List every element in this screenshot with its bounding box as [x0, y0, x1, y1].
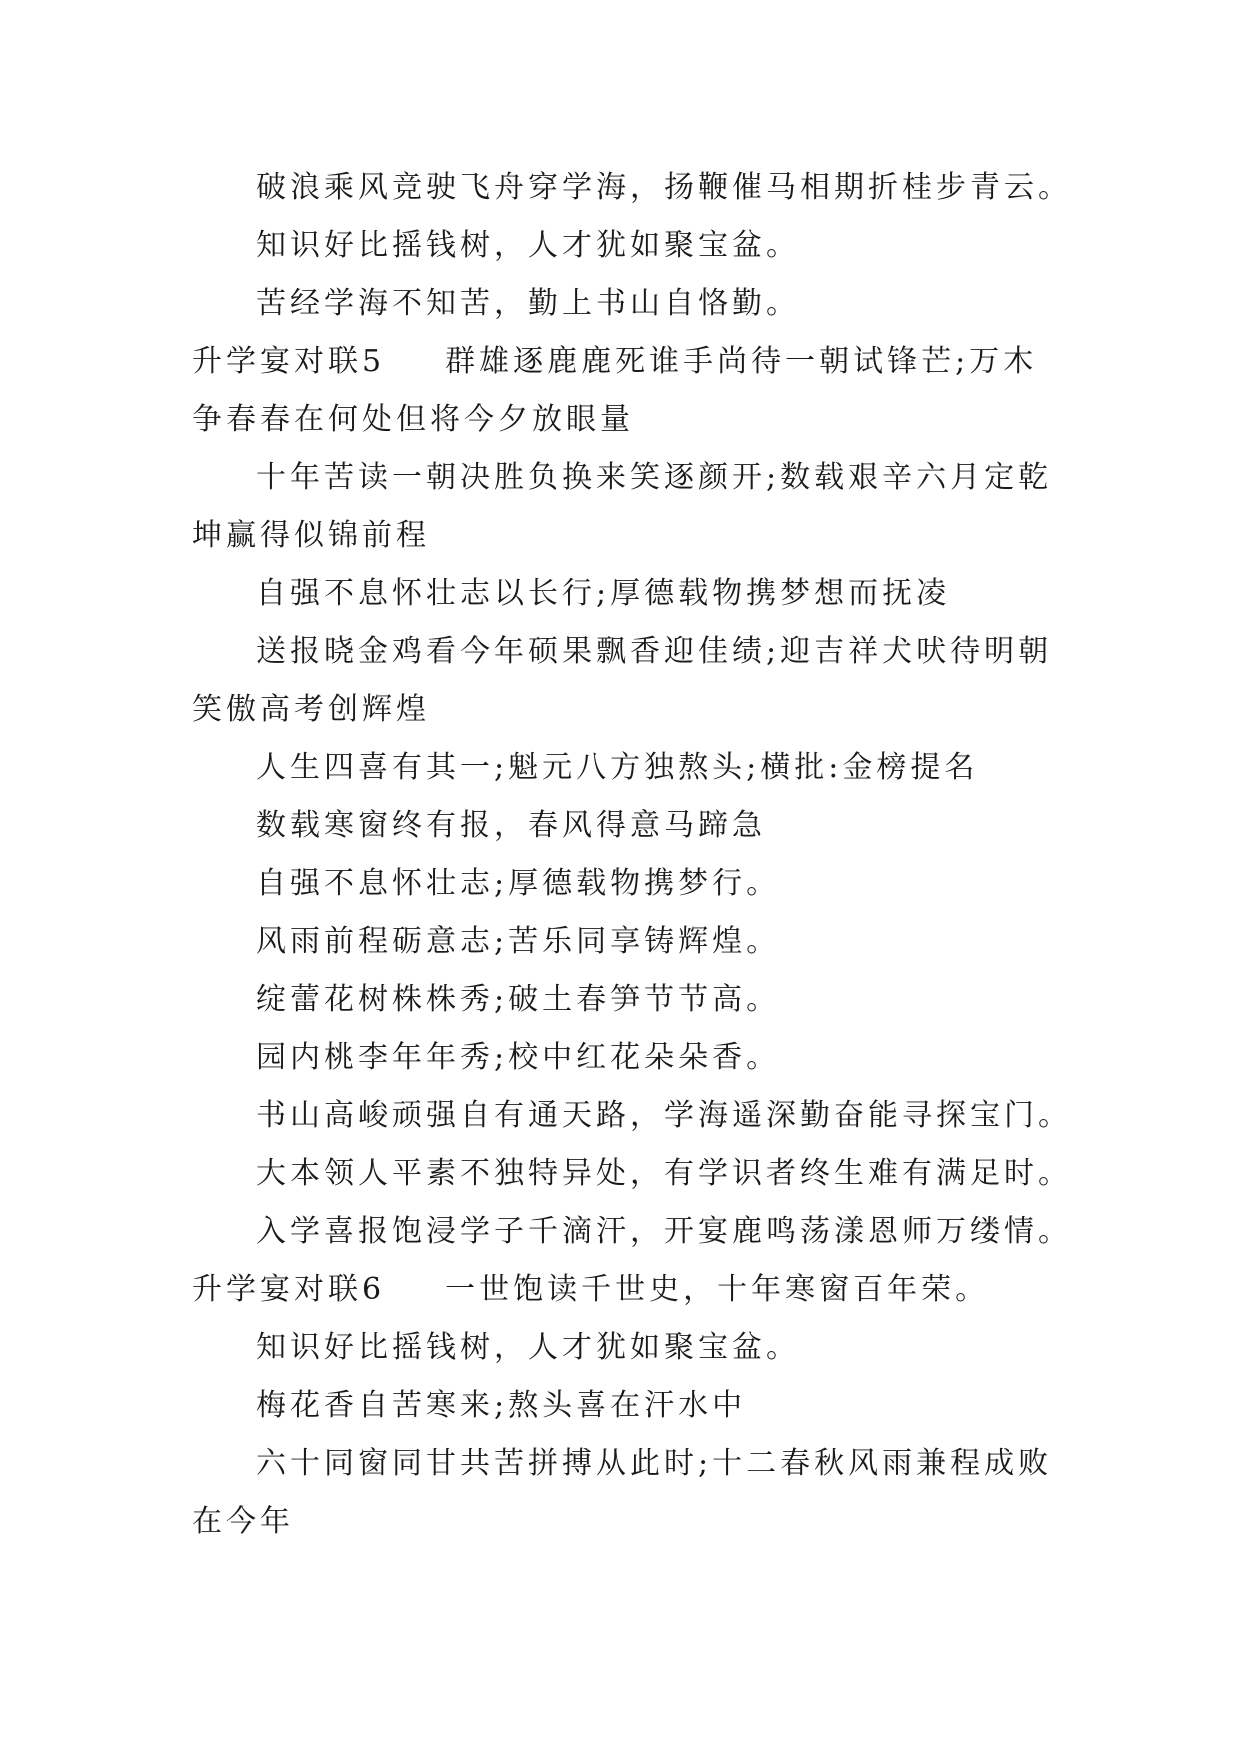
couplet-line: 入学喜报饱浸学子千滴汗，开宴鹿鸣荡漾恩师万缕情。 [256, 1214, 1072, 1249]
couplet-line: 苦经学海不知苦，勤上书山自恪勤。 [256, 286, 800, 321]
couplet-line: 梅花香自苦寒来;熬头喜在汗水中 [256, 1388, 747, 1423]
couplet-line: 大本领人平素不独特异处，有学识者终生难有满足时。 [256, 1156, 1072, 1191]
couplet-line: 一世饱读千世史，十年寒窗百年荣。 [445, 1272, 990, 1307]
couplet-line: 园内桃李年年秀;校中红花朵朵香。 [256, 1040, 781, 1075]
section-5-paragraph [192, 333, 1062, 449]
couplet-line: 六十同窗同甘共苦拼搏从此时;十二春秋风雨兼程成败在今年 [192, 1446, 1053, 1539]
couplet-line: 风雨前程砺意志;苦乐同享铸辉煌。 [256, 924, 781, 959]
couplet-line: 自强不息怀壮志;厚德载物携梦行。 [256, 866, 781, 901]
couplet-line: 人生四喜有其一;魁元八方独熬头;横批:金榜提名 [256, 750, 979, 785]
couplet-line: 书山高峻顽强自有通天路，学海遥深勤奋能寻探宝门。 [256, 1098, 1072, 1133]
section-5-heading: 升学宴对联5 [192, 344, 386, 379]
couplet-line: 数载寒窗终有报，春风得意马蹄急 [256, 808, 766, 843]
couplet-line: 知识好比摇钱树，人才犹如聚宝盆。 [256, 1330, 800, 1365]
section-6-heading: 升学宴对联6 [192, 1272, 386, 1307]
couplet-line: 十年苦读一朝决胜负换来笑逐颜开;数载艰辛六月定乾坤赢得似锦前程 [192, 460, 1053, 553]
couplet-line: 送报晓金鸡看今年硕果飘香迎佳绩;迎吉祥犬吠待明朝笑傲高考创辉煌 [192, 634, 1053, 727]
section-6-paragraph [192, 1261, 1062, 1319]
couplet-line: 群雄逐鹿鹿死谁手尚待一朝试锋芒;万木争春春在何处但将今夕放眼量 [192, 344, 1038, 437]
couplet-line: 知识好比摇钱树，人才犹如聚宝盆。 [256, 228, 800, 263]
couplet-line: 自强不息怀壮志以长行;厚德载物携梦想而抚凌 [256, 576, 951, 611]
couplet-line: 绽蕾花树株株秀;破土春笋节节高。 [256, 982, 781, 1017]
document-body [192, 159, 1072, 1551]
couplet-line: 破浪乘风竞驶飞舟穿学海，扬鞭催马相期折桂步青云。 [256, 170, 1072, 205]
